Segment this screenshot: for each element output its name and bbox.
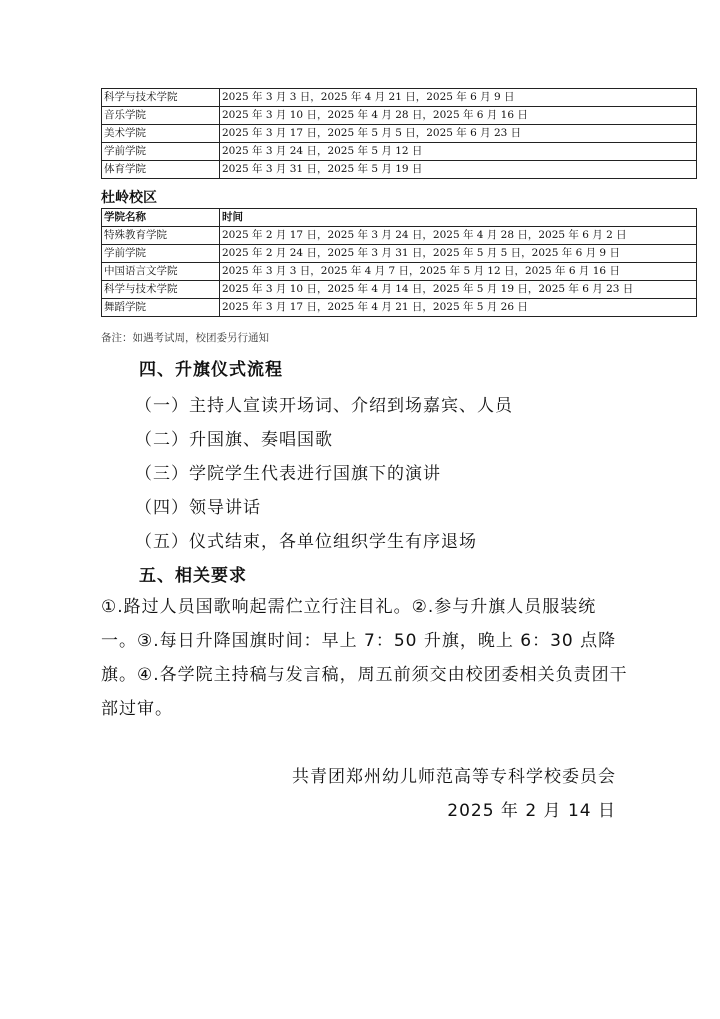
dates-cell: 2025 年 3 月 31 日，2025 年 5 月 19 日 [220,161,697,179]
college-cell: 体育学院 [102,161,220,179]
table-row [102,281,697,299]
dates-cell: 2025 年 3 月 17 日，2025 年 5 月 5 日，2025 年 6 月 23 日 [220,125,697,143]
table-header-row [102,209,697,227]
college-cell: 学前学院 [102,143,220,161]
flow-item: （五）仪式结束，各单位组织学生有序退场 [135,532,477,552]
flow-item: （一）主持人宣读开场词、介绍到场嘉宾、人员 [135,396,513,416]
dates-cell: 2025 年 2 月 24 日，2025 年 3 月 31 日，2025 年 5 月 5 日，2025 年 6 月 9 日 [220,245,697,263]
flow-item: （三）学院学生代表进行国旗下的演讲 [135,464,441,484]
table-note: 备注：如遇考试周，校团委另行通知 [101,332,269,344]
table-row [102,245,697,263]
section5-heading: 五、相关要求 [139,566,247,586]
signature-org: 共青团郑州幼儿师范高等专科学校委员会 [292,767,616,787]
schedule-table-top [101,88,697,179]
college-cell: 学前学院 [102,245,220,263]
table-row [102,227,697,245]
college-cell: 科学与技术学院 [102,89,220,107]
dates-cell: 2025 年 3 月 17 日，2025 年 4 月 21 日，2025 年 5 月 26 日 [220,299,697,317]
table-row [102,107,697,125]
table-row [102,263,697,281]
flow-item: （四）领导讲话 [135,498,261,518]
dates-cell: 2025 年 3 月 3 日，2025 年 4 月 21 日，2025 年 6 月 9 日 [220,89,697,107]
requirements-text: ①.路过人员国歌响起需伫立行注目礼。②.参与升旗人员服装统一。③.每日升降国旗时间：早上 7：50 升旗，晚上 6：30 点降旗。④.各学院主持稿与发言稿，周五前须交由校团委相关负责团干部过审。 [101,597,628,719]
dates-cell: 2025 年 3 月 10 日，2025 年 4 月 28 日，2025 年 6 月 16 日 [220,107,697,125]
table-row [102,143,697,161]
table-row [102,125,697,143]
college-cell: 舞蹈学院 [102,299,220,317]
header-college: 学院名称 [102,209,220,227]
college-cell: 中国语言文学院 [102,263,220,281]
table-row [102,299,697,317]
header-dates: 时间 [220,209,697,227]
dates-cell: 2025 年 2 月 17 日，2025 年 3 月 24 日，2025 年 4 月 28 日，2025 年 6 月 2 日 [220,227,697,245]
college-cell: 科学与技术学院 [102,281,220,299]
schedule-table-duling [101,208,697,317]
section4-heading: 四、升旗仪式流程 [139,360,283,380]
signature-date: 2025 年 2 月 14 日 [447,801,616,821]
college-cell: 音乐学院 [102,107,220,125]
table-row [102,161,697,179]
table-row [102,89,697,107]
campus-title: 杜岭校区 [101,190,157,206]
dates-cell: 2025 年 3 月 10 日，2025 年 4 月 14 日，2025 年 5 月 19 日，2025 年 6 月 23 日 [220,281,697,299]
dates-cell: 2025 年 3 月 3 日，2025 年 4 月 7 日，2025 年 5 月 12 日，2025 年 6 月 16 日 [220,263,697,281]
college-cell: 美术学院 [102,125,220,143]
dates-cell: 2025 年 3 月 24 日，2025 年 5 月 12 日 [220,143,697,161]
college-cell: 特殊教育学院 [102,227,220,245]
flow-item: （二）升国旗、奏唱国歌 [135,430,333,450]
